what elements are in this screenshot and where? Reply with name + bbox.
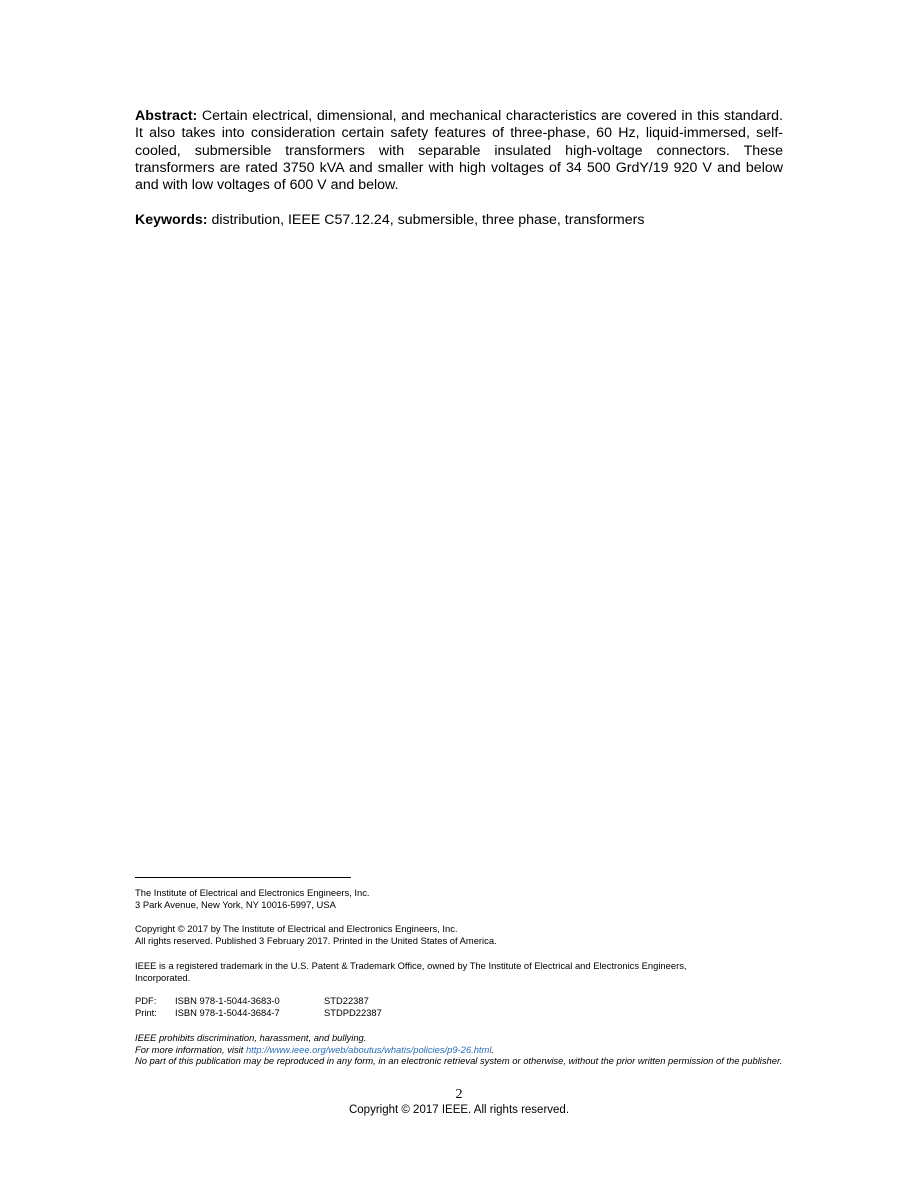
publisher-address: 3 Park Avenue, New York, NY 10016-5997, USA [135,898,336,910]
isbn-code: STDPD22387 [324,1006,382,1018]
isbn-block [135,995,795,1018]
isbn-number: ISBN 978-1-5044-3684-7 [175,1006,280,1018]
abstract-label: Abstract: [135,108,198,124]
trademark-block [135,960,735,983]
legal-notice [135,1032,785,1067]
keywords-text: distribution, IEEE C57.12.24, submersible, three phase, transformers [207,212,645,228]
page-number: 2 [455,1087,463,1102]
notice-line-3: No part of this publication may be reproduced in any form, in an electronic retrieval system or otherwise, without the prior written permission of the publisher. [135,1055,783,1067]
abstract-text: Certain electrical, dimensional, and mechanical characteristics are covered in this standard. It also takes into consideration certain safety features of three-phase, 60 Hz, liquid-immersed, self-cooled, submersible transformers with separable insulated high-voltage connectors. These transformers are rated 3750 kVA and smaller with high voltages of 34 500 GrdY/19 920 V and below and with low voltages of 600 V and below. [135,108,783,194]
isbn-code: STD22387 [324,995,369,1006]
policy-link[interactable]: http://www.ieee.org/web/aboutus/whatis/policies/p9-26.html [245,1043,492,1055]
copyright-block [135,923,795,946]
publisher-name: The Institute of Electrical and Electronics Engineers, Inc. [135,887,370,898]
copyright-line-1: Copyright © 2017 by The Institute of Electrical and Electronics Engineers, Inc. [135,923,458,934]
isbn-format-label: Print: [135,1006,157,1018]
isbn-number: ISBN 978-1-5044-3683-0 [175,995,280,1006]
notice-line-2-suffix: . [491,1043,495,1055]
copyright-line-2: All rights reserved. Published 3 February 2017. Printed in the United States of America. [135,934,497,946]
keywords-label: Keywords: [135,212,208,228]
notice-line-1: IEEE prohibits discrimination, harassment, and bullying. [135,1032,367,1043]
trademark-text: IEEE is a registered trademark in the U.S. Patent & Trademark Office, owned by The Institute of Electrical and Electronics Engineers, Incorporated. [135,960,687,983]
abstract-paragraph [135,108,783,194]
isbn-format-label: PDF: [135,995,157,1006]
isbn-row-print [135,1007,795,1019]
page-footer: Copyright © 2017 IEEE. All rights reserved. [348,1104,570,1116]
publisher-block [135,887,795,910]
isbn-row-pdf [135,995,795,1007]
footnote-divider [135,877,351,878]
notice-line-2 [135,1044,785,1056]
notice-line-2-prefix: For more information, visit [135,1043,246,1055]
keywords-paragraph [135,212,783,229]
